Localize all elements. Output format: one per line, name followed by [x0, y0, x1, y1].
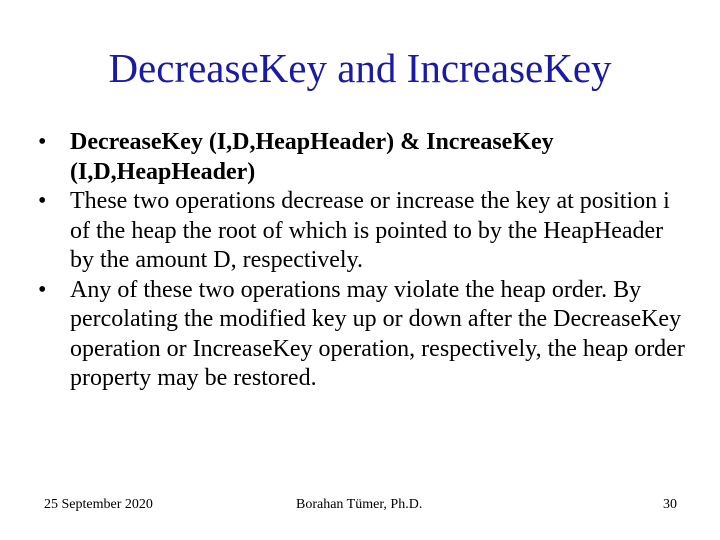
slide-title: DecreaseKey and IncreaseKey: [108, 45, 612, 91]
bullet-item: [30, 187, 690, 276]
bullet-item: [30, 276, 690, 394]
bullet-icon: •: [38, 276, 47, 303]
bullet-text: DecreaseKey (I,D,HeapHeader) & IncreaseKey (I,D,HeapHeader): [70, 129, 554, 185]
footer-date: 25 September 2020: [44, 497, 153, 512]
bullet-icon: •: [38, 129, 47, 155]
bullet-text: Any of these two operations may violate the heap order. By percolating the modified key up or down after the DecreaseKey operation or IncreaseKey operation, respectively, the heap order property may be restored.: [70, 276, 685, 391]
footer-author: Borahan Tümer, Ph.D.: [296, 497, 423, 512]
bullet-text: These two operations decrease or increase the key at position i of the heap the root of which is pointed to by the HeapHeader by the amount D, respectively.: [70, 188, 670, 273]
bullet-list: [30, 128, 690, 394]
bullet-icon: •: [38, 188, 47, 214]
footer-page-number: 30: [663, 497, 677, 512]
bullet-item: [30, 128, 690, 187]
